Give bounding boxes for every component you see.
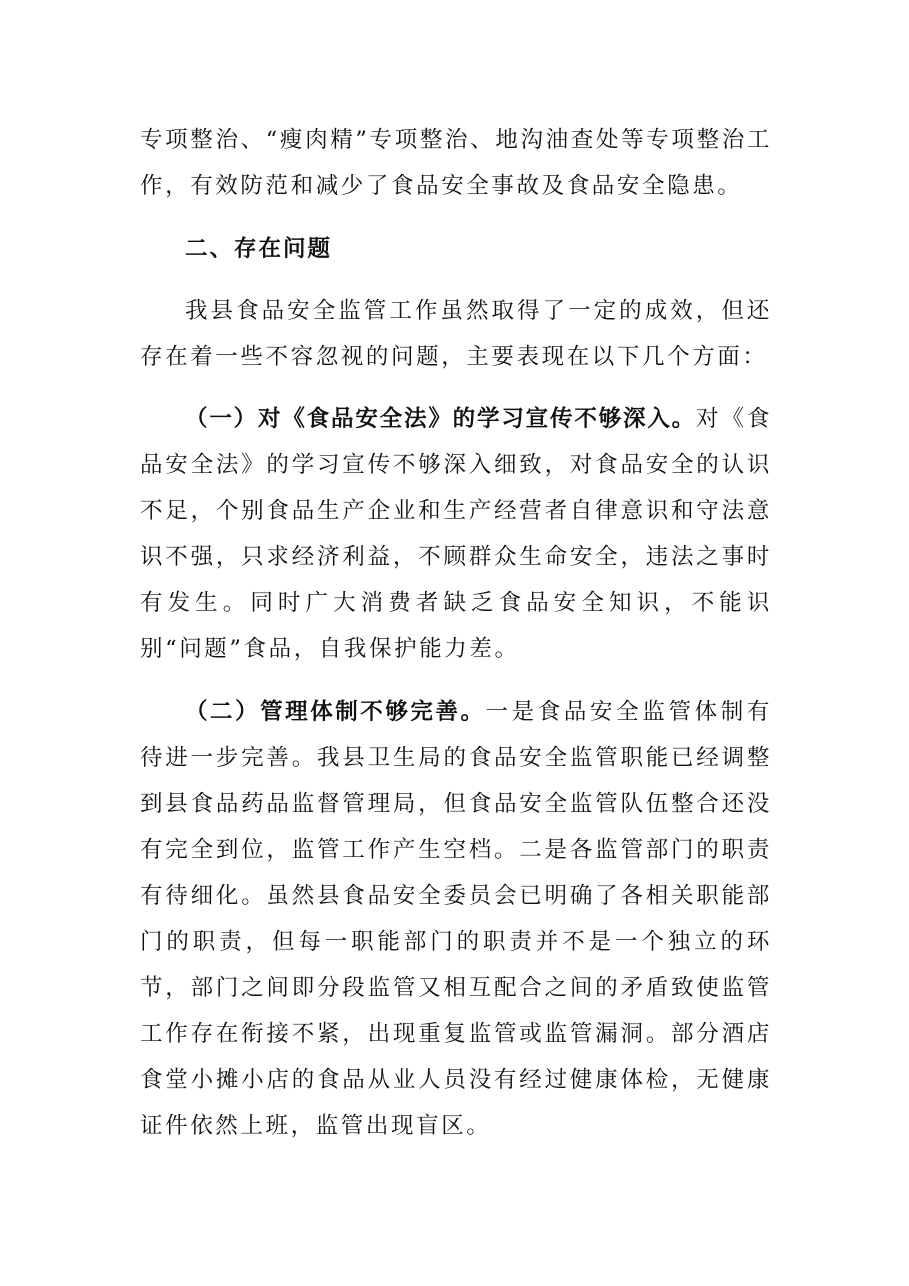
continuation-paragraph: 专项整治、“瘦肉精”专项整治、地沟油查处等专项整治工作，有效防范和减少了食品安全事故及食品安全隐患。 xyxy=(140,127,772,199)
point-two-paragraph xyxy=(140,689,772,1149)
point-one-body: 对《食品安全法》的学习宣传不够深入细致，对食品安全的认识不足，个别食品生产企业和生产经营者自律意识和守法意识不强，只求经济利益，不顾群众生命安全，违法之事时有发生。同时广大消费者缺乏食品安全知识，不能识别“问题”食品，自我保护能力差。 xyxy=(140,406,772,662)
point-two-lead: （二）管理体制不够完善。 xyxy=(185,699,486,725)
section-heading: 二、存在问题 xyxy=(185,236,333,262)
spacer xyxy=(140,380,772,396)
spacer xyxy=(140,272,772,288)
document-body xyxy=(140,117,772,1149)
spacer xyxy=(140,209,772,226)
point-one-lead: （一）对《食品安全法》的学习宣传不够深入。 xyxy=(185,406,697,432)
point-one-paragraph xyxy=(140,396,772,672)
intro-paragraph: 我县食品安全监管工作虽然取得了一定的成效，但还存在着一些不容忽视的问题，主要表现在以下几个方面： xyxy=(140,298,772,370)
spacer xyxy=(140,672,772,689)
point-two-body: 一是食品安全监管体制有待进一步完善。我县卫生局的食品安全监管职能已经调整到县食品药品监督管理局，但食品安全监管队伍整合还没有完全到位，监管工作产生空档。二是各监管部门的职责有待细化。虽然县食品安全委员会已明确了各相关职能部门的职责，但每一职能部门的职责并不是一个独立的环节，部门之间即分段监管又相互配合之间的矛盾致使监管工作存在衔接不紧，出现重复监管或监管漏洞。部分酒店食堂小摊小店的食品从业人员没有经过健康体检，无健康证件依然上班，监管出现盲区。 xyxy=(140,699,772,1139)
